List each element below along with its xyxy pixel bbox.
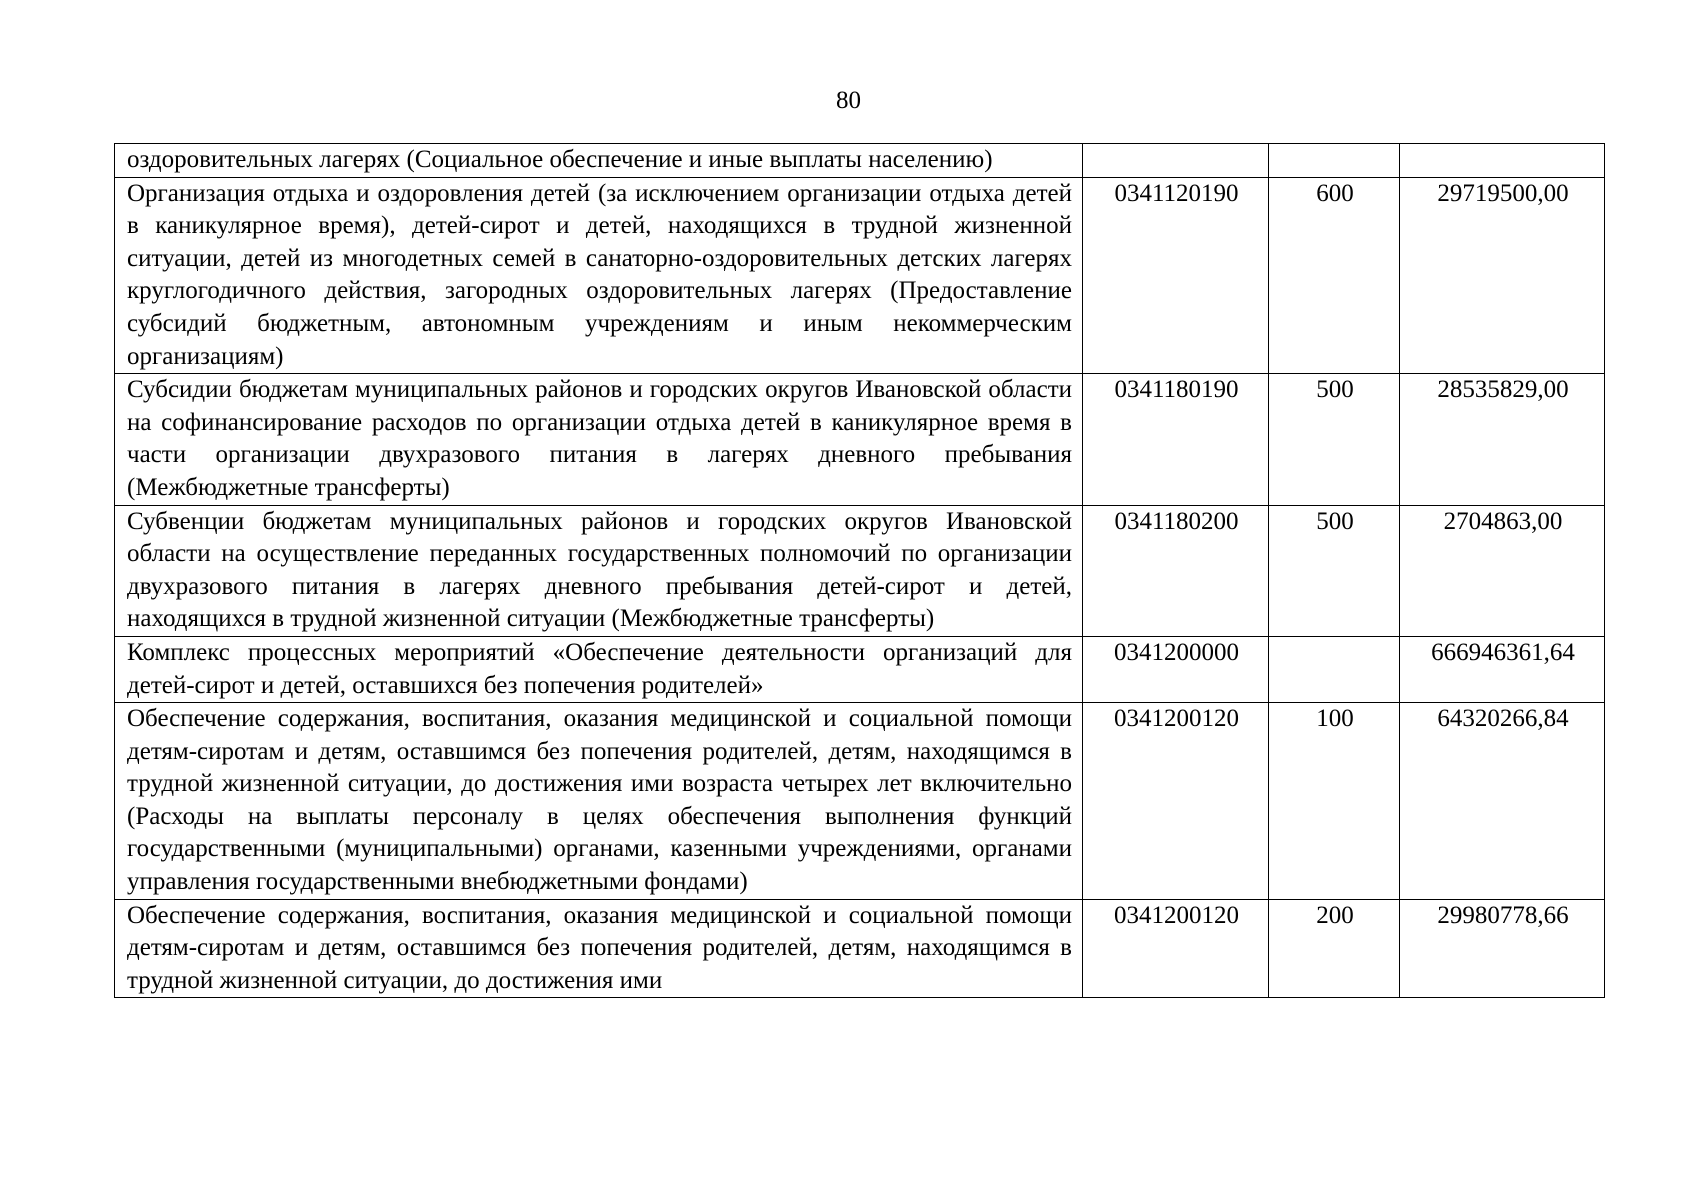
page-number: 80 bbox=[836, 87, 861, 114]
table-row bbox=[115, 899, 1605, 998]
row-amount: 64320266,84 bbox=[1400, 703, 1605, 900]
table-row bbox=[115, 703, 1605, 900]
row-description: Субвенции бюджетам муниципальных районов и городских округов Ивановской области на осуществление переданных государственных полномочий по организации двухразового питания в лагерях дневного пребывания детей-сирот и детей, находящихся в трудной жизненной ситуации (Межбюджетные трансферты) bbox=[115, 505, 1083, 636]
row-target-code: 0341180200 bbox=[1083, 505, 1269, 636]
row-target-code: 0341180190 bbox=[1083, 374, 1269, 505]
table-row bbox=[115, 144, 1605, 178]
row-target-code: 0341200120 bbox=[1083, 703, 1269, 900]
row-expense-type: 500 bbox=[1269, 505, 1400, 636]
row-expense-type bbox=[1269, 144, 1400, 178]
row-target-code: 0341200120 bbox=[1083, 899, 1269, 998]
row-expense-type: 200 bbox=[1269, 899, 1400, 998]
row-target-code: 0341120190 bbox=[1083, 177, 1269, 374]
row-description: Обеспечение содержания, воспитания, оказания медицинской и социальной помощи детям-сиротам и детям, оставшимся без попечения родителей, детям, находящимся в трудной жизненной ситуации, до достижения ими возраста четырех лет включительно (Расходы на выплаты персоналу в целях обеспечения выполнения функций государственными (муниципальными) органами, казенными учреждениями, органами управления государственными внебюджетными фондами) bbox=[115, 703, 1083, 900]
budget-table bbox=[114, 143, 1605, 998]
row-description: Организация отдыха и оздоровления детей (за исключением организации отдыха детей в каникулярное время), детей-сирот и детей, находящихся в трудной жизненной ситуации, детей из многодетных семей в санаторно-оздоровительных детских лагерях круглогодичного действия, загородных оздоровительных лагерях (Предоставление субсидий бюджетным, автономным учреждениям и иным некоммерческим организациям) bbox=[115, 177, 1083, 374]
row-amount: 29980778,66 bbox=[1400, 899, 1605, 998]
table-row bbox=[115, 177, 1605, 374]
row-amount bbox=[1400, 144, 1605, 178]
row-description: Комплекс процессных мероприятий «Обеспечение деятельности организаций для детей-сирот и детей, оставшихся без попечения родителей» bbox=[115, 636, 1083, 702]
row-amount: 2704863,00 bbox=[1400, 505, 1605, 636]
row-amount: 29719500,00 bbox=[1400, 177, 1605, 374]
row-expense-type: 100 bbox=[1269, 703, 1400, 900]
row-target-code: 0341200000 bbox=[1083, 636, 1269, 702]
row-expense-type bbox=[1269, 636, 1400, 702]
row-amount: 666946361,64 bbox=[1400, 636, 1605, 702]
row-description: оздоровительных лагерях (Социальное обеспечение и иные выплаты населению) bbox=[115, 144, 1083, 178]
table-row bbox=[115, 636, 1605, 702]
table-row bbox=[115, 505, 1605, 636]
row-expense-type: 500 bbox=[1269, 374, 1400, 505]
row-amount: 28535829,00 bbox=[1400, 374, 1605, 505]
row-expense-type: 600 bbox=[1269, 177, 1400, 374]
row-description: Субсидии бюджетам муниципальных районов и городских округов Ивановской области на софинансирование расходов по организации отдыха детей в каникулярное время в части организации двухразового питания в лагерях дневного пребывания (Межбюджетные трансферты) bbox=[115, 374, 1083, 505]
table-row bbox=[115, 374, 1605, 505]
row-target-code bbox=[1083, 144, 1269, 178]
row-description: Обеспечение содержания, воспитания, оказания медицинской и социальной помощи детям-сиротам и детям, оставшимся без попечения родителей, детям, находящимся в трудной жизненной ситуации, до достижения ими bbox=[115, 899, 1083, 998]
